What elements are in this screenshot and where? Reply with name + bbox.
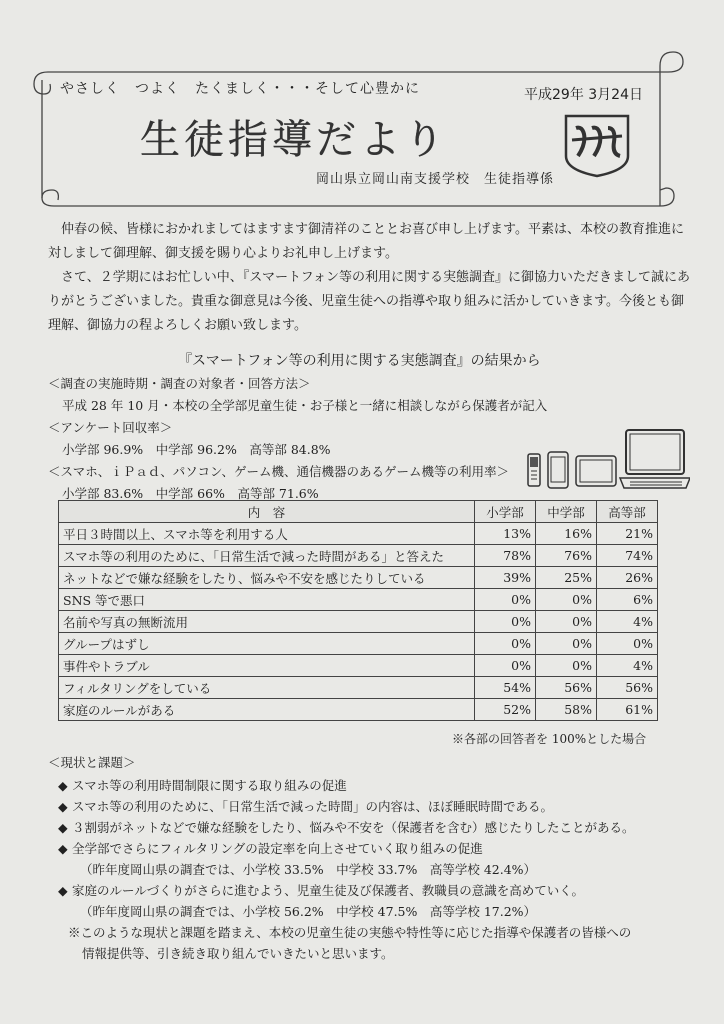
table-row: [59, 655, 658, 677]
row-label: 名前や写真の無断流用: [59, 611, 475, 633]
intro-paragraph-2: さて、２学期にはお忙しい中、『スマートフォン等の利用に関する実態調査』に御協力いただきまして誠にありがとうございました。貴重な御意見は今後、児童生徒への指導や取り組みに活かしていきます。今後とも御理解、御協力の程よろしくお願い致します。: [48, 270, 690, 333]
cell-high: 74%: [597, 545, 658, 567]
item-text: 家庭のルールづくりがさらに進むよう、児童生徒及び保護者、教職員の意識を高めていく。: [72, 883, 585, 898]
cell-junior-high: 16%: [536, 523, 597, 545]
header-junior-high: 中学部: [536, 501, 597, 523]
cell-elementary: 78%: [475, 545, 536, 567]
cell-elementary: 0%: [475, 655, 536, 677]
row-label: 事件やトラブル: [59, 655, 475, 677]
cell-junior-high: 0%: [536, 633, 597, 655]
list-item: [58, 838, 698, 859]
list-item: [58, 817, 698, 838]
diamond-bullet-icon: ◆: [58, 883, 68, 898]
school-emblem-icon: [562, 110, 632, 178]
row-label: ネットなどで嫌な経験をしたり、悩みや不安を感じたりしている: [59, 567, 475, 589]
header-content: 内 容: [59, 501, 475, 523]
usage-heading: ＜スマホ、ｉＰａｄ、パソコン、ゲーム機、通信機器のあるゲーム機等の利用率＞: [48, 464, 510, 479]
rate-body: 小学部 96.9% 中学部 96.2% 高等部 84.8%: [62, 442, 331, 457]
table-row: [59, 523, 658, 545]
feature-phone-icon: [528, 454, 540, 486]
row-label: 家庭のルールがある: [59, 699, 475, 721]
table-row: [59, 677, 658, 699]
row-label: フィルタリングをしている: [59, 677, 475, 699]
cell-elementary: 13%: [475, 523, 536, 545]
header-elementary: 小学部: [475, 501, 536, 523]
cell-elementary: 54%: [475, 677, 536, 699]
row-label: SNS 等で悪口: [59, 589, 475, 611]
closing-line-1: ※このような現状と課題を踏まえ、本校の児童生徒の実態や特性等に応じた指導や保護者の皆様への: [68, 925, 632, 940]
list-subitem: （昨年度岡山県の調査では、小学校 33.5% 中学校 33.7% 高等学校 42.4%）: [80, 862, 537, 877]
table-row: [59, 699, 658, 721]
list-item: [58, 775, 698, 796]
item-text: スマホ等の利用のために、「日常生活で減った時間」の内容は、ほぼ睡眠時間である。: [72, 799, 554, 814]
rate-heading: ＜アンケート回収率＞: [48, 420, 173, 435]
laptop-icon: [620, 430, 690, 488]
intro-text: [48, 218, 692, 338]
cell-high: 56%: [597, 677, 658, 699]
table-row: [59, 589, 658, 611]
diamond-bullet-icon: ◆: [58, 820, 68, 835]
school-name: 岡山県立岡山南支援学校 生徒指導係: [316, 172, 555, 187]
list-subitem: （昨年度岡山県の調査では、小学校 56.2% 中学校 47.5% 高等学校 17.2%）: [80, 904, 537, 919]
table-note: ※各部の回答者を 100%とした場合: [452, 732, 647, 746]
state-list: [58, 775, 698, 964]
tablet-icon: [576, 456, 616, 486]
cell-high: 61%: [597, 699, 658, 721]
method-body: 平成 28 年 10 月・本校の全学部児童生徒・お子様と一緒に相談しながら保護者が記入: [62, 398, 548, 413]
cell-high: 4%: [597, 611, 658, 633]
diamond-bullet-icon: ◆: [58, 841, 68, 856]
cell-high: 6%: [597, 589, 658, 611]
issue-date: 平成29年 3月24日: [524, 87, 643, 103]
table-header-row: [59, 501, 658, 523]
cell-elementary: 0%: [475, 611, 536, 633]
item-text: スマホ等の利用時間制限に関する取り組みの促進: [72, 778, 347, 793]
state-heading: ＜現状と課題＞: [48, 755, 136, 770]
closing-line-2: 情報提供等、引き続き取り組んでいきたいと思います。: [82, 946, 394, 961]
newsletter-title: 生徒指導だより: [140, 117, 448, 163]
cell-high: 0%: [597, 633, 658, 655]
table-row: [59, 567, 658, 589]
cell-high: 21%: [597, 523, 658, 545]
cell-high: 4%: [597, 655, 658, 677]
smartphone-icon: [548, 452, 568, 488]
cell-junior-high: 0%: [536, 611, 597, 633]
table-row: [59, 545, 658, 567]
survey-title: 『スマートフォン等の利用に関する実態調査』の結果から: [178, 353, 541, 369]
cell-elementary: 0%: [475, 589, 536, 611]
header-high: 高等部: [597, 501, 658, 523]
diamond-bullet-icon: ◆: [58, 799, 68, 814]
usage-body: 小学部 83.6% 中学部 66% 高等部 71.6%: [62, 486, 319, 501]
cell-junior-high: 0%: [536, 655, 597, 677]
results-table: [58, 500, 658, 721]
method-heading: ＜調査の実施時期・調査の対象者・回答方法＞: [48, 376, 311, 391]
cell-high: 26%: [597, 567, 658, 589]
row-label: 平日３時間以上、スマホ等を利用する人: [59, 523, 475, 545]
cell-junior-high: 56%: [536, 677, 597, 699]
cell-elementary: 52%: [475, 699, 536, 721]
row-label: スマホ等の利用のために、「日常生活で減った時間がある」と答えた: [59, 545, 475, 567]
table-row: [59, 633, 658, 655]
list-item: [58, 880, 698, 901]
cell-junior-high: 0%: [536, 589, 597, 611]
intro-paragraph-1: 仲春の候、皆様におかれましてはますます御清祥のこととお喜び申し上げます。平素は、本校の教育推進に対しまして御理解、御支援を賜り心よりお礼申し上げます。: [48, 222, 684, 261]
item-text: 全学部でさらにフィルタリングの設定率を向上させていく取り組みの促進: [72, 841, 483, 856]
cell-junior-high: 76%: [536, 545, 597, 567]
item-text: ３割弱がネットなどで嫌な経験をしたり、悩みや不安を（保護者を含む）感じたりしたことがある。: [72, 820, 635, 835]
cell-elementary: 39%: [475, 567, 536, 589]
cell-elementary: 0%: [475, 633, 536, 655]
cell-junior-high: 58%: [536, 699, 597, 721]
cell-junior-high: 25%: [536, 567, 597, 589]
diamond-bullet-icon: ◆: [58, 778, 68, 793]
row-label: グループはずし: [59, 633, 475, 655]
table-row: [59, 611, 658, 633]
slogan: やさしく つよく たくましく・・・そして心豊かに: [60, 81, 420, 97]
devices-illustration: [526, 426, 690, 492]
list-item: [58, 796, 698, 817]
